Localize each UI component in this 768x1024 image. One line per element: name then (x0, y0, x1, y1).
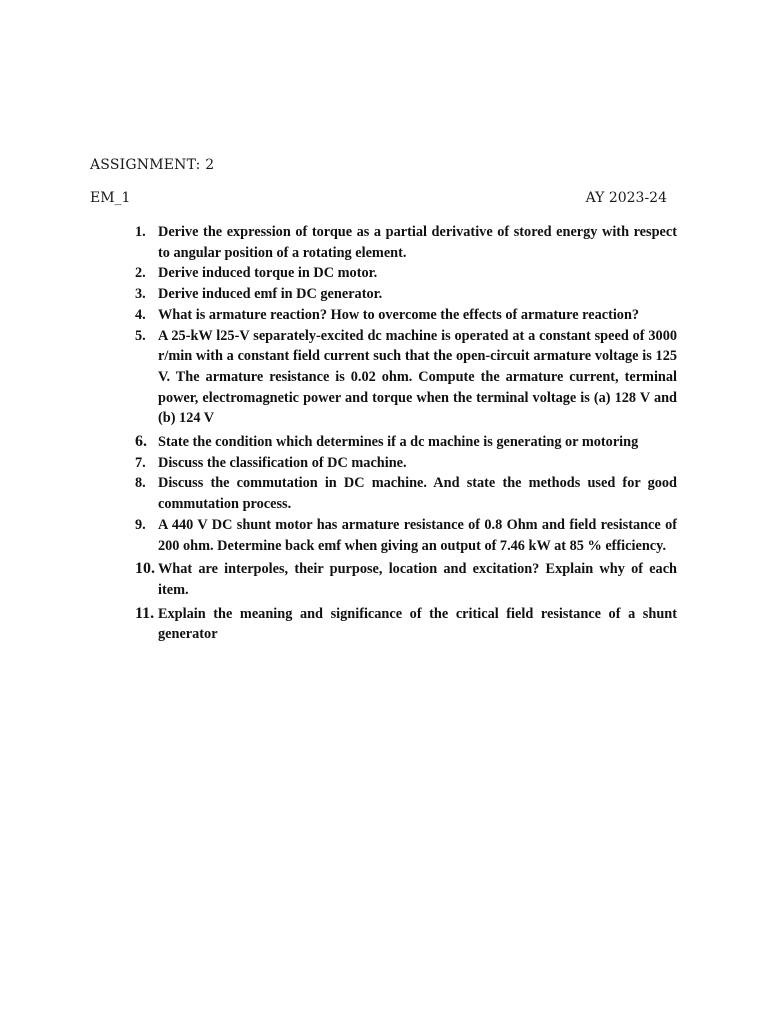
question-number: 1. (135, 224, 146, 240)
question-item (135, 559, 677, 600)
question-text: What is armature reaction? How to overcome the effects of armature reaction? (158, 306, 640, 323)
question-list (135, 222, 677, 645)
question-text: What are interpoles, their purpose, location and excitation? Explain why of each item. (158, 561, 677, 598)
question-number: 6. (135, 433, 147, 451)
question-item (135, 432, 677, 453)
question-item (135, 263, 677, 284)
question-number: 9. (135, 516, 146, 533)
question-number: 11. (135, 604, 155, 622)
question-item (135, 473, 677, 514)
question-number: 8. (135, 475, 146, 492)
question-item (135, 222, 677, 263)
question-number: 3. (135, 286, 146, 303)
question-item (135, 326, 677, 430)
academic-year: AY 2023-24 (585, 190, 667, 206)
question-text: Derive induced torque in DC motor. (158, 265, 378, 282)
question-text: State the condition which determines if a dc machine is generating or motoring (158, 434, 639, 451)
question-number: 7. (135, 454, 146, 471)
question-item (135, 453, 677, 474)
question-text: Explain the meaning and significance of the critical field resistance of a shunt generator (158, 605, 677, 643)
question-text: Derive induced emf in DC generator. (158, 286, 383, 303)
question-item (135, 284, 677, 305)
question-item (135, 515, 677, 556)
course-code: EM_1 (90, 190, 131, 206)
question-number: 10. (135, 560, 155, 578)
question-text: A 25-kW l25-V separately-excited dc machine is operated at a constant speed of 3000 r/min with a constant field current such that the open-circuit armature voltage is 125 V. The armature resistance is 0.02 ohm. Compute the armature current, terminal power, electromagnetic power and torque when the terminal voltage is (a) 128 V and (b) 124 V (158, 327, 677, 427)
question-item (135, 305, 677, 326)
question-text: Discuss the commutation in DC machine. And state the methods used for good commutation process. (158, 475, 677, 513)
question-item (135, 604, 677, 645)
assignment-title: ASSIGNMENT: 2 (90, 157, 215, 173)
question-text: A 440 V DC shunt motor has armature resistance of 0.8 Ohm and field resistance of 200 ohm. Determine back emf when giving an output of 7.46 kW at 85 % efficiency. (158, 516, 677, 554)
question-number: 4. (135, 306, 146, 323)
question-text: Discuss the classification of DC machine. (158, 454, 407, 471)
question-number: 2. (135, 265, 146, 282)
question-text: Derive the expression of torque as a partial derivative of stored energy with respect to angular position of a rotating element. (158, 224, 677, 261)
question-number: 5. (135, 327, 146, 344)
